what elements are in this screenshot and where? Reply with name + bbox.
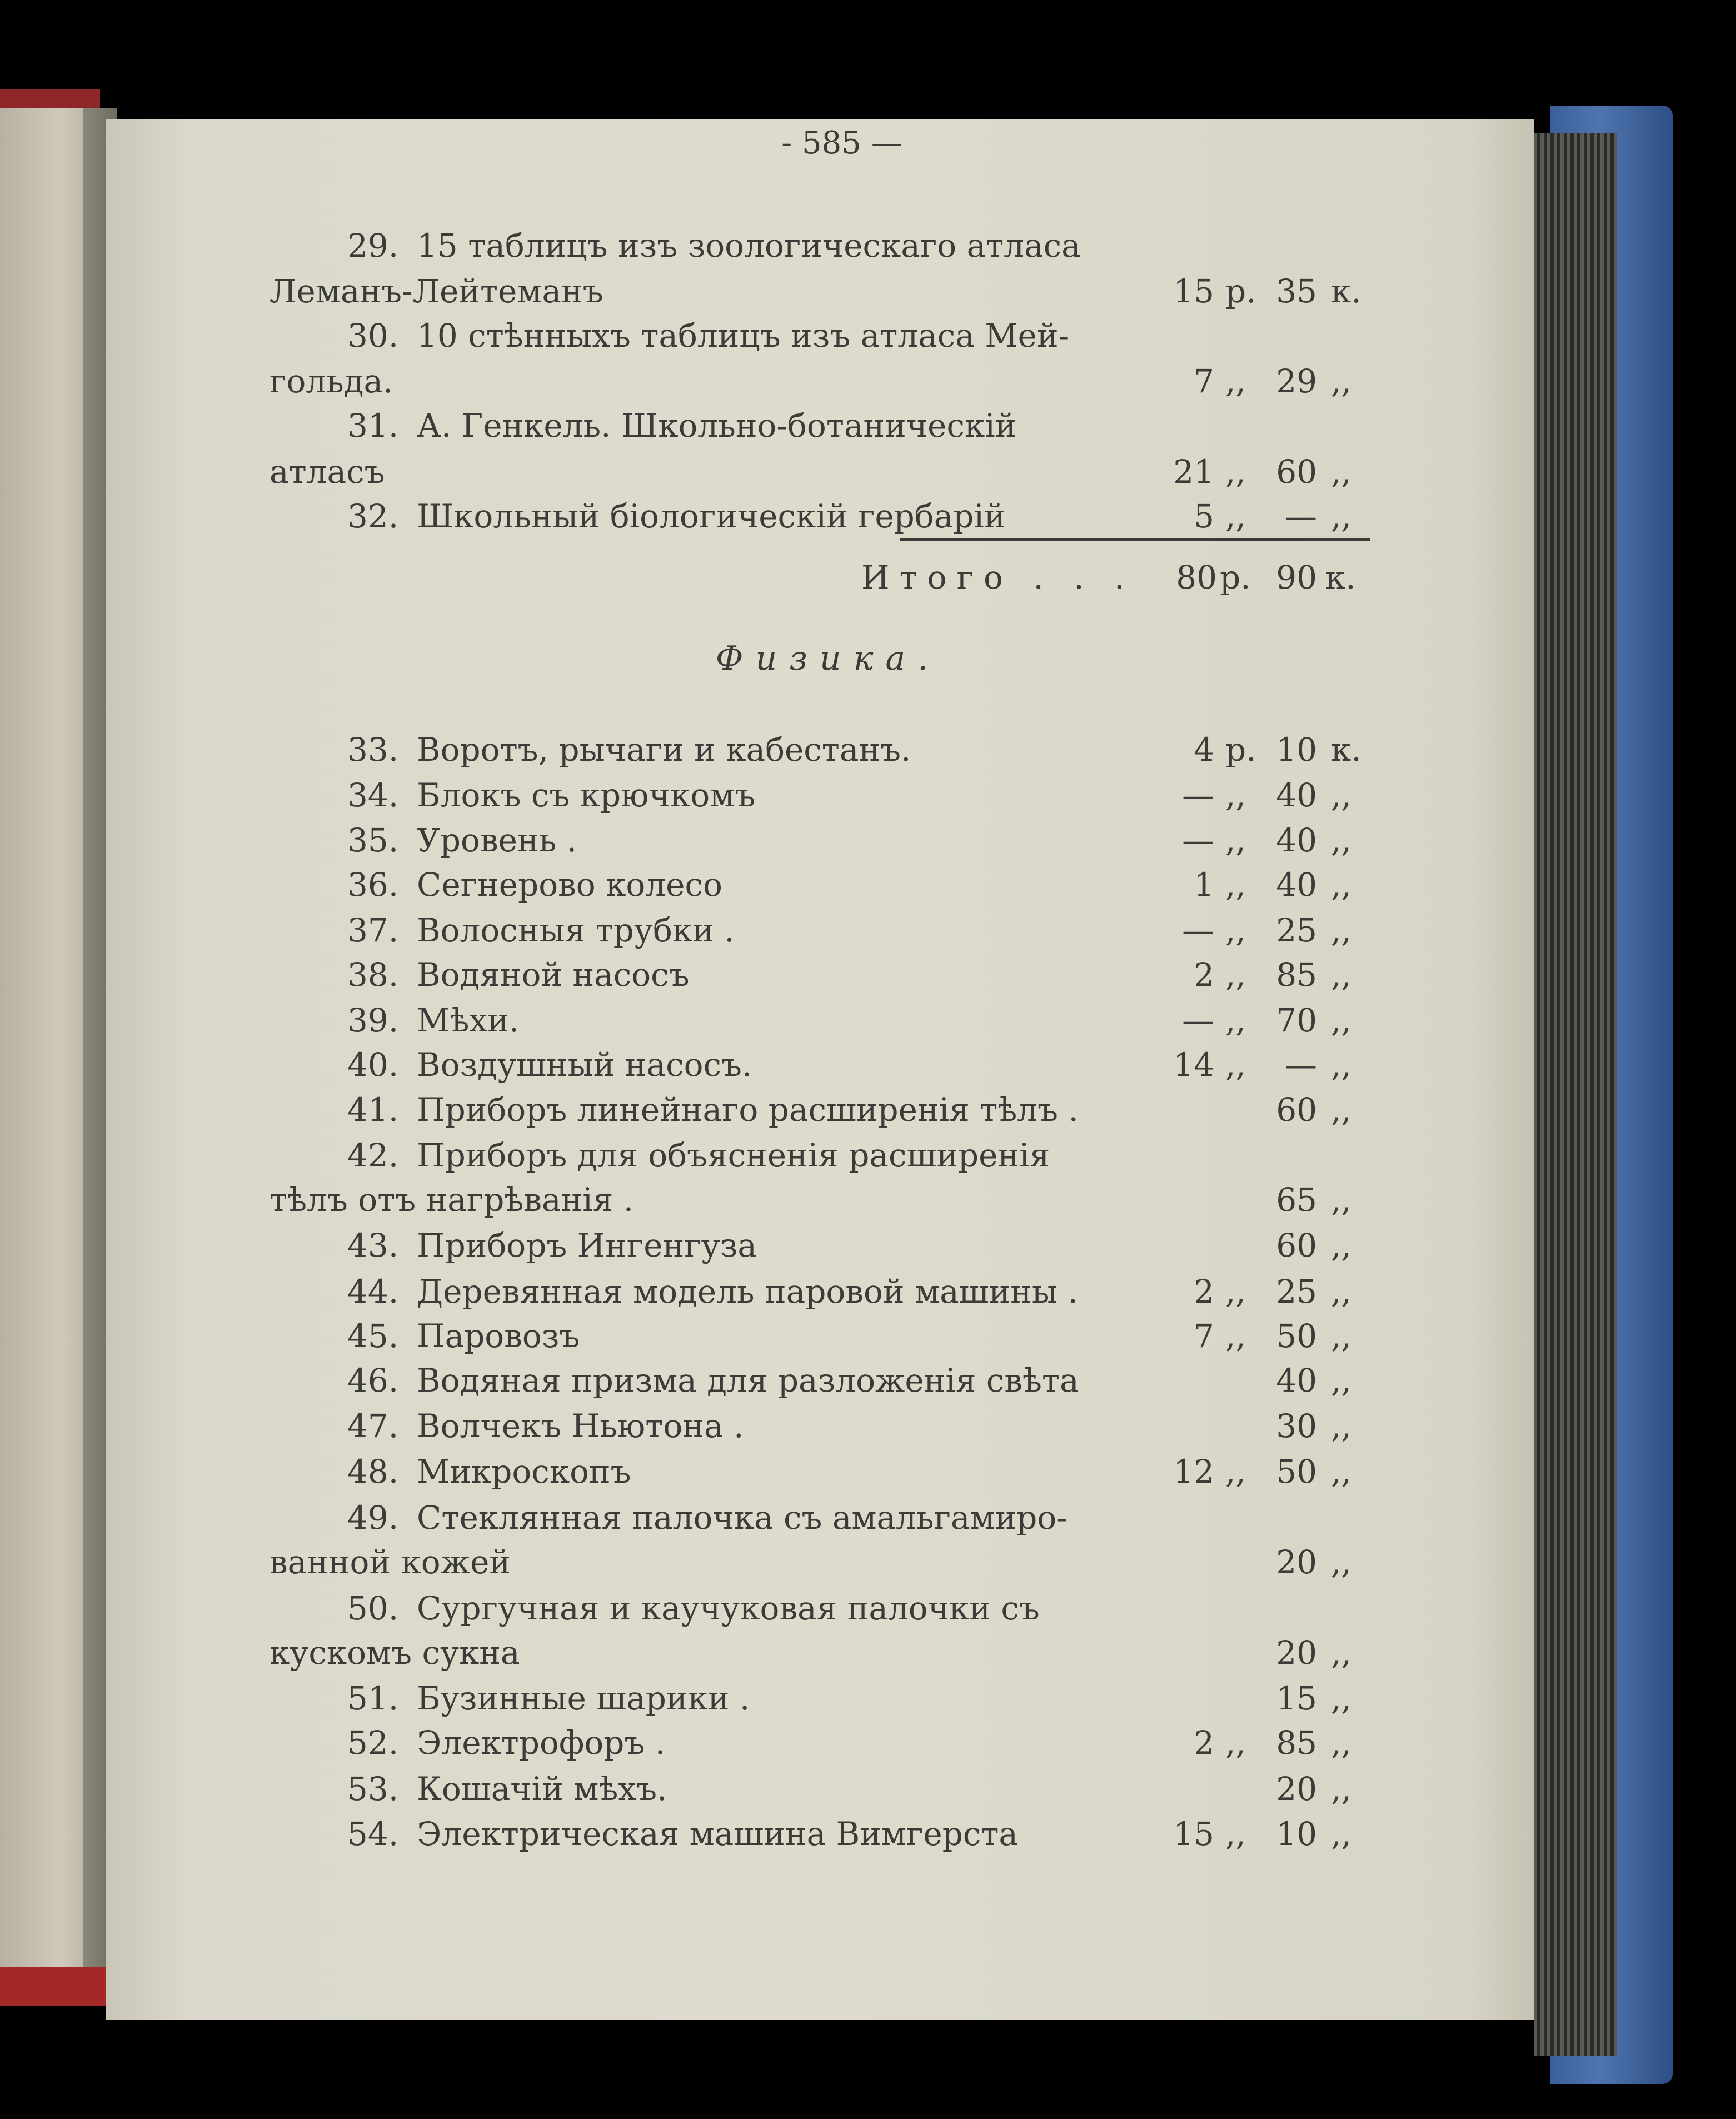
total-kop: 90	[1276, 559, 1317, 596]
entry-rub: 5	[1194, 497, 1214, 535]
entry-title: Микроскопъ	[417, 1453, 631, 1490]
entry-unit: ,,	[1331, 1634, 1351, 1672]
entry-separator: ,,	[1225, 362, 1246, 400]
section-heading: Физика.	[715, 639, 941, 678]
entry-title-continued: атласъ	[270, 453, 385, 491]
entry-separator: ,,	[1225, 821, 1246, 859]
total-r-unit: р.	[1220, 559, 1251, 596]
entry-kop: 85	[1276, 1724, 1317, 1762]
entry-unit: ,,	[1331, 362, 1351, 400]
entry-number: 41.	[347, 1091, 399, 1129]
entry-unit: ,,	[1331, 956, 1351, 994]
entry-separator: ,,	[1225, 1273, 1246, 1310]
entry-separator: ,,	[1225, 956, 1246, 994]
entry-rub: —	[1182, 911, 1214, 949]
entry-kop: 10	[1276, 731, 1317, 769]
entry-number: 29.	[347, 227, 399, 265]
total-rub: 80	[1176, 559, 1217, 596]
entry-unit: ,,	[1331, 1724, 1351, 1762]
entry-kop: 40	[1276, 821, 1317, 859]
entry-kop: 40	[1276, 866, 1317, 904]
entry-kop: —	[1285, 497, 1317, 535]
entry-number: 36.	[347, 866, 399, 904]
entry-unit: ,,	[1331, 866, 1351, 904]
entry-rub: 1	[1194, 866, 1214, 904]
entry-separator: ,,	[1225, 1046, 1246, 1084]
entry-rub: 12	[1173, 1453, 1214, 1490]
entry-unit: ,,	[1331, 1091, 1351, 1129]
entry-unit: ,,	[1331, 1679, 1351, 1717]
entry-separator: ,,	[1225, 1453, 1246, 1490]
entry-separator: ,,	[1225, 453, 1246, 491]
entry-title: Блокъ съ крючкомъ	[417, 776, 756, 814]
entry-title: Воротъ, рычаги и кабестанъ.	[417, 731, 911, 769]
entry-kop: 30	[1276, 1407, 1317, 1445]
entry-number: 42.	[347, 1136, 399, 1174]
entry-title: А. Генкель. Школьно-ботаническій	[417, 407, 1017, 445]
entry-unit: ,,	[1331, 1770, 1351, 1808]
entry-separator: ,,	[1225, 911, 1246, 949]
entry-kop: 20	[1276, 1770, 1317, 1808]
entry-number: 32.	[347, 497, 399, 535]
binding-red-top	[0, 89, 100, 111]
entry-unit: ,,	[1331, 911, 1351, 949]
entry-separator: ,,	[1225, 776, 1246, 814]
entry-kop: 70	[1276, 1001, 1317, 1039]
entry-title-continued: тѣлъ отъ нагрѣванія .	[270, 1181, 634, 1219]
entry-kop: 25	[1276, 911, 1317, 949]
entry-number: 47.	[347, 1407, 399, 1445]
entry-unit: ,,	[1331, 1226, 1351, 1264]
entry-title-continued: Леманъ-Лейтеманъ	[270, 272, 603, 310]
entry-unit: ,,	[1331, 1362, 1351, 1399]
entry-kop: 60	[1276, 1091, 1317, 1129]
entry-kop: 20	[1276, 1634, 1317, 1672]
entry-kop: 15	[1276, 1679, 1317, 1717]
entry-kop: 29	[1276, 362, 1317, 400]
entry-rub: 4	[1194, 731, 1214, 769]
entry-number: 39.	[347, 1001, 399, 1039]
entry-rub: 15	[1173, 1815, 1214, 1853]
total-rule	[900, 538, 1370, 541]
entry-title: Школьный біологическій гербарій	[417, 497, 1006, 535]
entry-title: 10 стѣнныхъ таблицъ изъ атласа Мей-	[417, 317, 1070, 355]
entry-rub: 14	[1173, 1046, 1214, 1084]
entry-rub: 2	[1194, 1273, 1214, 1310]
entry-unit: ,,	[1331, 453, 1351, 491]
entry-title: Воздушный насосъ.	[417, 1046, 752, 1084]
entry-rub: —	[1182, 1001, 1214, 1039]
entry-number: 49.	[347, 1499, 399, 1537]
entry-number: 38.	[347, 956, 399, 994]
entry-separator: ,,	[1225, 497, 1246, 535]
entry-unit: ,,	[1331, 1543, 1351, 1581]
entry-number: 46.	[347, 1362, 399, 1399]
entry-separator: ,,	[1225, 1724, 1246, 1762]
entry-rub: 7	[1194, 362, 1214, 400]
entry-separator: ,,	[1225, 1815, 1246, 1853]
entry-title: Сургучная и каучуковая палочки съ	[417, 1589, 1040, 1627]
entry-number: 48.	[347, 1453, 399, 1490]
entry-unit: ,,	[1331, 1181, 1351, 1219]
entry-rub: —	[1182, 821, 1214, 859]
entry-title: Паровозъ	[417, 1317, 580, 1355]
entry-kop: 50	[1276, 1453, 1317, 1490]
document-page	[106, 119, 1534, 2020]
entry-number: 34.	[347, 776, 399, 814]
entry-number: 31.	[347, 407, 399, 445]
total-label: Итого . . .	[861, 559, 1135, 596]
entry-unit: ,,	[1331, 1317, 1351, 1355]
entry-number: 33.	[347, 731, 399, 769]
entry-title: Приборъ Ингенгуза	[417, 1226, 757, 1264]
entry-number: 30.	[347, 317, 399, 355]
entry-separator: р.	[1225, 272, 1256, 310]
entry-separator: ,,	[1225, 866, 1246, 904]
entry-title: Водяной насосъ	[417, 956, 690, 994]
entry-title: Волчекъ Ньютона .	[417, 1407, 744, 1445]
entry-rub: 7	[1194, 1317, 1214, 1355]
entry-rub: 15	[1173, 272, 1214, 310]
entry-kop: 10	[1276, 1815, 1317, 1853]
entry-title: Деревянная модель паровой машины .	[417, 1273, 1078, 1310]
entry-number: 45.	[347, 1317, 399, 1355]
entry-number: 50.	[347, 1589, 399, 1627]
entry-rub: —	[1182, 776, 1214, 814]
entry-title: Мѣхи.	[417, 1001, 520, 1039]
entry-unit: ,,	[1331, 1273, 1351, 1310]
entry-separator: ,,	[1225, 1001, 1246, 1039]
entry-unit: ,,	[1331, 1407, 1351, 1445]
entry-rub: 2	[1194, 1724, 1214, 1762]
entry-kop: 50	[1276, 1317, 1317, 1355]
entry-kop: 35	[1276, 272, 1317, 310]
entry-separator: ,,	[1225, 1317, 1246, 1355]
entry-unit: ,,	[1331, 1815, 1351, 1853]
entry-title: Кошачій мѣхъ.	[417, 1770, 667, 1808]
entry-number: 53.	[347, 1770, 399, 1808]
page-number: - 585 —	[781, 125, 902, 161]
entry-kop: —	[1285, 1046, 1317, 1084]
entry-unit: ,,	[1331, 821, 1351, 859]
entry-title: Приборъ линейнаго расширенія тѣлъ .	[417, 1091, 1079, 1129]
entry-title: Волосныя трубки .	[417, 911, 735, 949]
entry-unit: ,,	[1331, 776, 1351, 814]
entry-number: 37.	[347, 911, 399, 949]
entry-rub: 2	[1194, 956, 1214, 994]
entry-title: Электрофоръ .	[417, 1724, 666, 1762]
entry-title: 15 таблицъ изъ зоологическаго атласа	[417, 227, 1081, 265]
entry-number: 40.	[347, 1046, 399, 1084]
entry-title-continued: гольда.	[270, 362, 393, 400]
entry-title-continued: кускомъ сукна	[270, 1634, 520, 1672]
entry-kop: 60	[1276, 453, 1317, 491]
page-edges	[1534, 133, 1617, 2056]
entry-separator: р.	[1225, 731, 1256, 769]
entry-unit: ,,	[1331, 1453, 1351, 1490]
entry-unit: ,,	[1331, 1001, 1351, 1039]
entry-kop: 20	[1276, 1543, 1317, 1581]
entry-number: 54.	[347, 1815, 399, 1853]
entry-kop: 85	[1276, 956, 1317, 994]
entry-unit: ,,	[1331, 497, 1351, 535]
entry-title: Сегнерово колесо	[417, 866, 722, 904]
entry-number: 44.	[347, 1273, 399, 1310]
entry-kop: 60	[1276, 1226, 1317, 1264]
entry-rub: 21	[1173, 453, 1214, 491]
entry-number: 51.	[347, 1679, 399, 1717]
entry-title: Уровень .	[417, 821, 577, 859]
entry-title: Водяная призма для разложенія свѣта	[417, 1362, 1079, 1399]
entry-kop: 25	[1276, 1273, 1317, 1310]
entry-number: 35.	[347, 821, 399, 859]
entry-title-continued: ванной кожей	[270, 1543, 511, 1581]
entry-kop: 40	[1276, 776, 1317, 814]
entry-title: Стеклянная палочка съ амальгамиро-	[417, 1499, 1067, 1537]
entry-kop: 65	[1276, 1181, 1317, 1219]
binding-red-bottom	[0, 1967, 111, 2006]
total-k-unit: к.	[1325, 559, 1356, 596]
entry-unit: к.	[1331, 272, 1361, 310]
entry-unit: ,,	[1331, 1046, 1351, 1084]
entry-number: 43.	[347, 1226, 399, 1264]
entry-number: 52.	[347, 1724, 399, 1762]
entry-title: Приборъ для объясненія расширенія	[417, 1136, 1050, 1174]
entry-title: Бузинные шарики .	[417, 1679, 750, 1717]
entry-title: Электрическая машина Вимгерста	[417, 1815, 1019, 1853]
entry-kop: 40	[1276, 1362, 1317, 1399]
entry-unit: к.	[1331, 731, 1361, 769]
